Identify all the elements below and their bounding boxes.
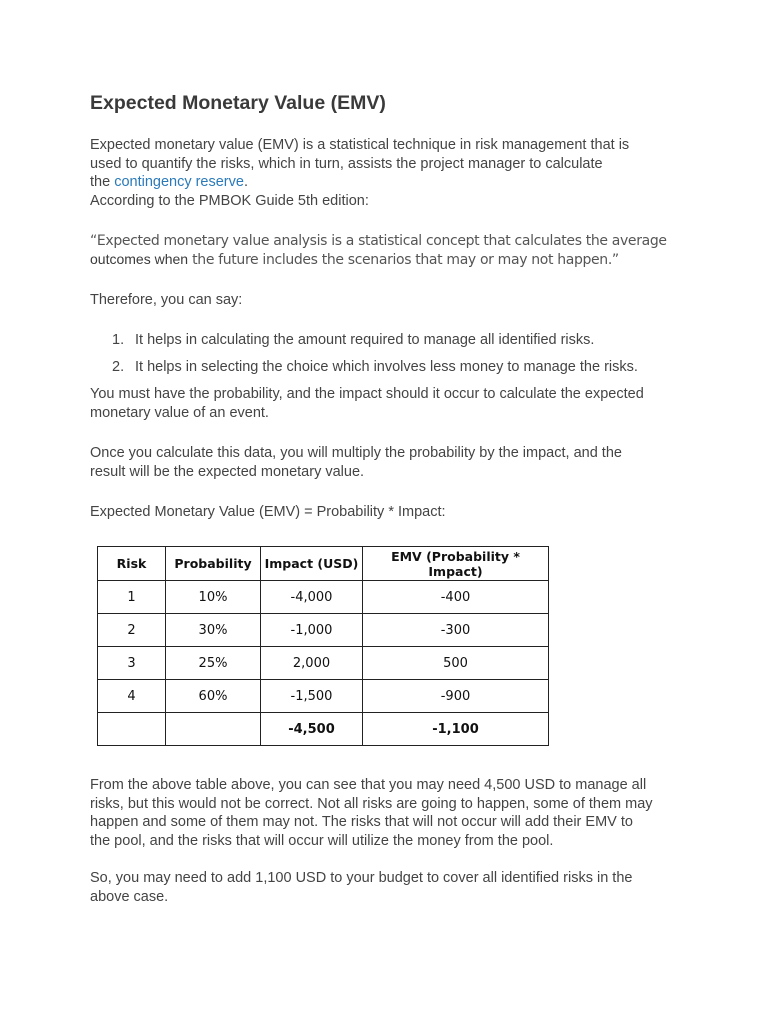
impact-cell: -1,000 (261, 614, 363, 647)
calculation-paragraph (90, 444, 690, 481)
list-number: 1. (112, 332, 125, 348)
probability-paragraph (90, 385, 690, 422)
conclusion-paragraph (90, 869, 690, 906)
table-row (98, 581, 549, 614)
risk-cell: 3 (98, 647, 166, 680)
page-title: Expected Monetary Value (EMV) (90, 92, 386, 114)
quote-text: the future includes the scenarios that may or may not happen.” (188, 252, 619, 268)
list-number: 2. (112, 359, 125, 375)
emv-cell: -900 (363, 680, 549, 713)
list-text: It helps in selecting the choice which involves less money to manage the risks. (135, 359, 638, 375)
contingency-reserve-link[interactable]: contingency reserve (114, 174, 244, 190)
paragraph-line: You must have the probability, and the impact should it occur to calculate the expected (90, 386, 644, 402)
intro-text: the (90, 174, 115, 190)
header-probability: Probability (166, 547, 261, 581)
paragraph-line: above case. (90, 888, 169, 905)
impact-cell: 2,000 (261, 647, 363, 680)
risk-cell (98, 713, 166, 746)
quote-bold-text: outcomes when (90, 251, 189, 267)
pmbok-quote (90, 232, 730, 269)
quote-line (90, 250, 730, 269)
paragraph-line: happen and some of them may not. The risks that will not occur will add their EMV to (90, 814, 633, 830)
table-total-row (98, 713, 549, 746)
paragraph-line: monetary value of an event. (90, 404, 269, 421)
quote-line: “Expected monetary value analysis is a statistical concept that calculates the average (90, 233, 667, 249)
formula-text: Expected Monetary Value (EMV) = Probability * Impact: (90, 504, 446, 520)
table-row (98, 647, 549, 680)
list-item (0, 331, 768, 349)
header-emv: EMV (Probability * Impact) (363, 547, 549, 581)
emv-cell: 500 (363, 647, 549, 680)
intro-line: Expected monetary value (EMV) is a statistical technique in risk management that is (90, 137, 630, 153)
impact-cell: -4,000 (261, 581, 363, 614)
therefore-text: Therefore, you can say: (90, 292, 243, 308)
emv-cell: -300 (363, 614, 549, 647)
paragraph-line: risks, but this would not be correct. Not all risks are going to happen, some of them may (90, 795, 653, 812)
probability-cell: 25% (166, 647, 261, 680)
paragraph-line: result will be the expected monetary value. (90, 463, 365, 480)
intro-text: . (243, 174, 248, 190)
paragraph-line: From the above table above, you can see that you may need 4,500 USD to manage all (90, 777, 647, 793)
paragraph-line: Once you calculate this data, you will multiply the probability by the impact, and the (90, 445, 622, 461)
probability-cell: 30% (166, 614, 261, 647)
probability-cell: 60% (166, 680, 261, 713)
impact-total-cell: -4,500 (261, 713, 363, 746)
emv-cell: -400 (363, 581, 549, 614)
impact-cell: -1,500 (261, 680, 363, 713)
intro-paragraph (90, 136, 690, 210)
risk-cell: 4 (98, 680, 166, 713)
risk-cell: 1 (98, 581, 166, 614)
table-row (98, 614, 549, 647)
probability-cell: 10% (166, 581, 261, 614)
table-header-row (98, 547, 549, 581)
header-risk: Risk (98, 547, 166, 581)
emv-table (97, 546, 549, 746)
intro-line (90, 173, 690, 192)
list-item (0, 358, 768, 376)
intro-line: used to quantify the risks, which in turn, assists the project manager to calculate (90, 155, 603, 172)
header-impact: Impact (USD) (261, 547, 363, 581)
paragraph-line: the pool, and the risks that will occur will utilize the money from the pool. (90, 832, 554, 849)
table-row (98, 680, 549, 713)
analysis-paragraph (90, 776, 690, 850)
intro-line: According to the PMBOK Guide 5th edition: (90, 192, 369, 209)
probability-cell (166, 713, 261, 746)
risk-cell: 2 (98, 614, 166, 647)
emv-total-cell: -1,100 (363, 713, 549, 746)
paragraph-line: So, you may need to add 1,100 USD to your budget to cover all identified risks in the (90, 870, 633, 886)
list-text: It helps in calculating the amount required to manage all identified risks. (135, 332, 595, 348)
